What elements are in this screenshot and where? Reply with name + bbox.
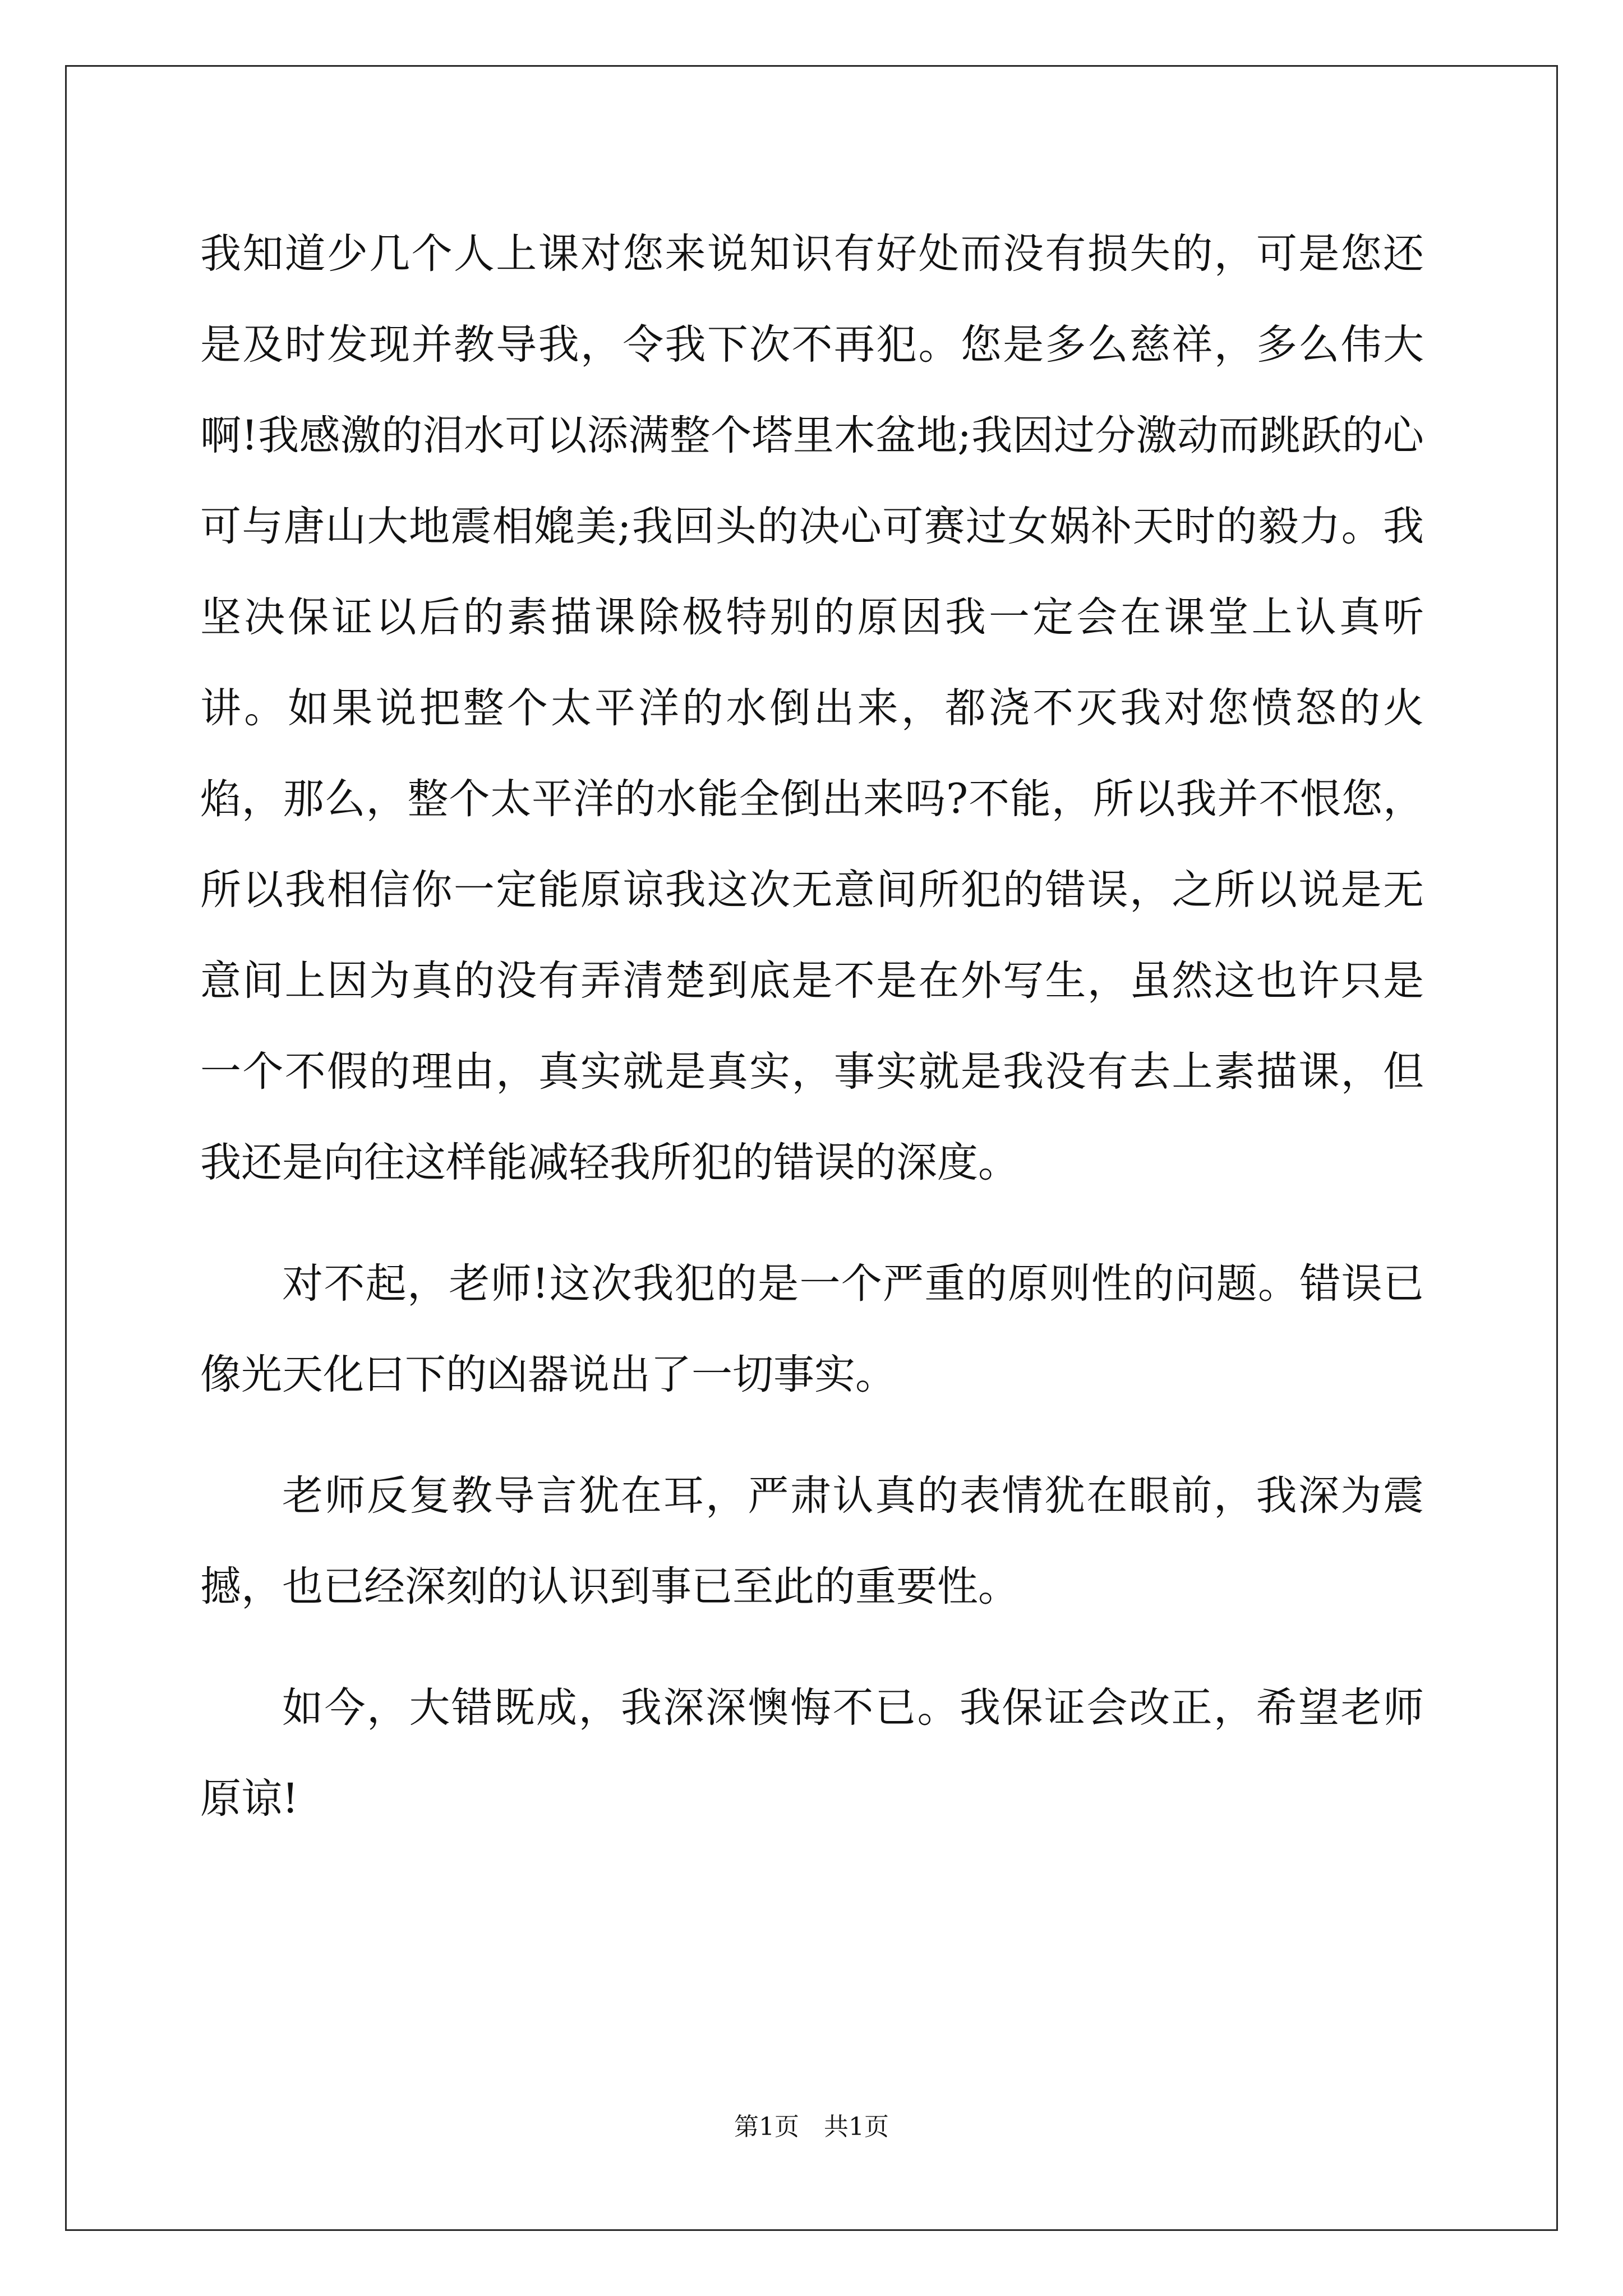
paragraph-1: 我知道少几个人上课对您来说知识有好处而没有损失的，可是您还是及时发现并教导我，令我下次不再犯。您是多么慈祥，多么伟大啊!我感激的泪水可以添满整个塔里木盆地;我因过分激动而跳跃的心可与唐山大地震相媲美;我回头的决心可赛过女娲补天时的毅力。我坚决保证以后的素描课除极特别的原因我一定会在课堂上认真听讲。如果说把整个太平洋的水倒出来，都浇不灭我对您愤怒的火焰，那么，整个太平洋的水能全倒出来吗?不能，所以我并不恨您，所以我相信你一定能原谅我这次无意间所犯的错误，之所以说是无意间上因为真的没有弄清楚到底是不是在外写生，虽然这也许只是一个不假的理由，真实就是真实，事实就是我没有去上素描课，但我还是向往这样能减轻我所犯的错误的深度。 [200, 230, 1424, 1186]
page-number-footer: 第1页 共1页 [734, 2113, 889, 2141]
document-body [200, 209, 1424, 1875]
paragraph-4: 如今，大错既成，我深深懊悔不已。我保证会改正，希望老师原谅! [200, 1684, 1424, 1823]
paragraph-3: 老师反复教导言犹在耳，严肃认真的表情犹在眼前，我深为震撼，也已经深刻的认识到事已至此的重要性。 [200, 1472, 1424, 1611]
paragraph-2: 对不起，老师!这次我犯的是一个严重的原则性的问题。错误已像光天化曰下的凶器说出了一切事实。 [200, 1260, 1424, 1398]
